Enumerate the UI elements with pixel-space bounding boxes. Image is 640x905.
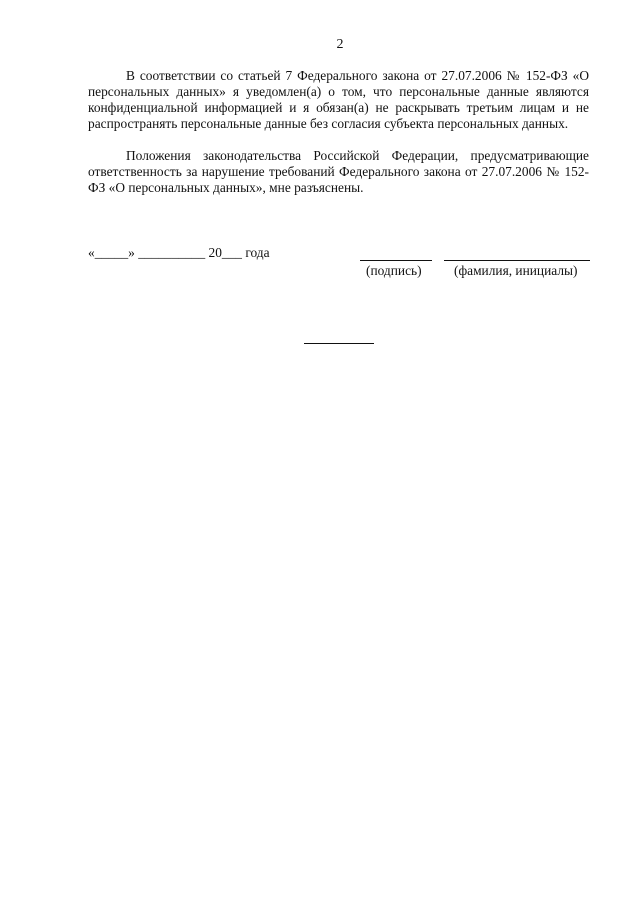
signature-block (88, 245, 589, 281)
consent-paragraph (88, 68, 589, 132)
date-field: «_____» __________ 20___ года (88, 245, 270, 260)
name-caption: (фамилия, инициалы) (454, 263, 578, 278)
name-line (444, 260, 590, 261)
signature-line (360, 260, 432, 261)
signature-caption: (подпись) (366, 263, 422, 278)
end-divider (304, 343, 374, 344)
paragraph-text: Положения законодательства Российской Федерации, предусматривающие ответственность за нарушение требований Федерального закона от 27.07.2006 № 152-ФЗ «О персональных данных», мне разъяснены. (88, 148, 589, 195)
page-number: 2 (336, 37, 344, 52)
explanation-paragraph (88, 148, 589, 196)
paragraph-text: В соответствии со статьей 7 Федерального закона от 27.07.2006 № 152-ФЗ «О персональных данных» я уведомлен(а) о том, что персональные данные являются конфиденциальной информацией и я обязан(а) не раскрывать третьим лицам и не распространять персональные данные без согласия субъекта персональных данных. (88, 68, 589, 131)
